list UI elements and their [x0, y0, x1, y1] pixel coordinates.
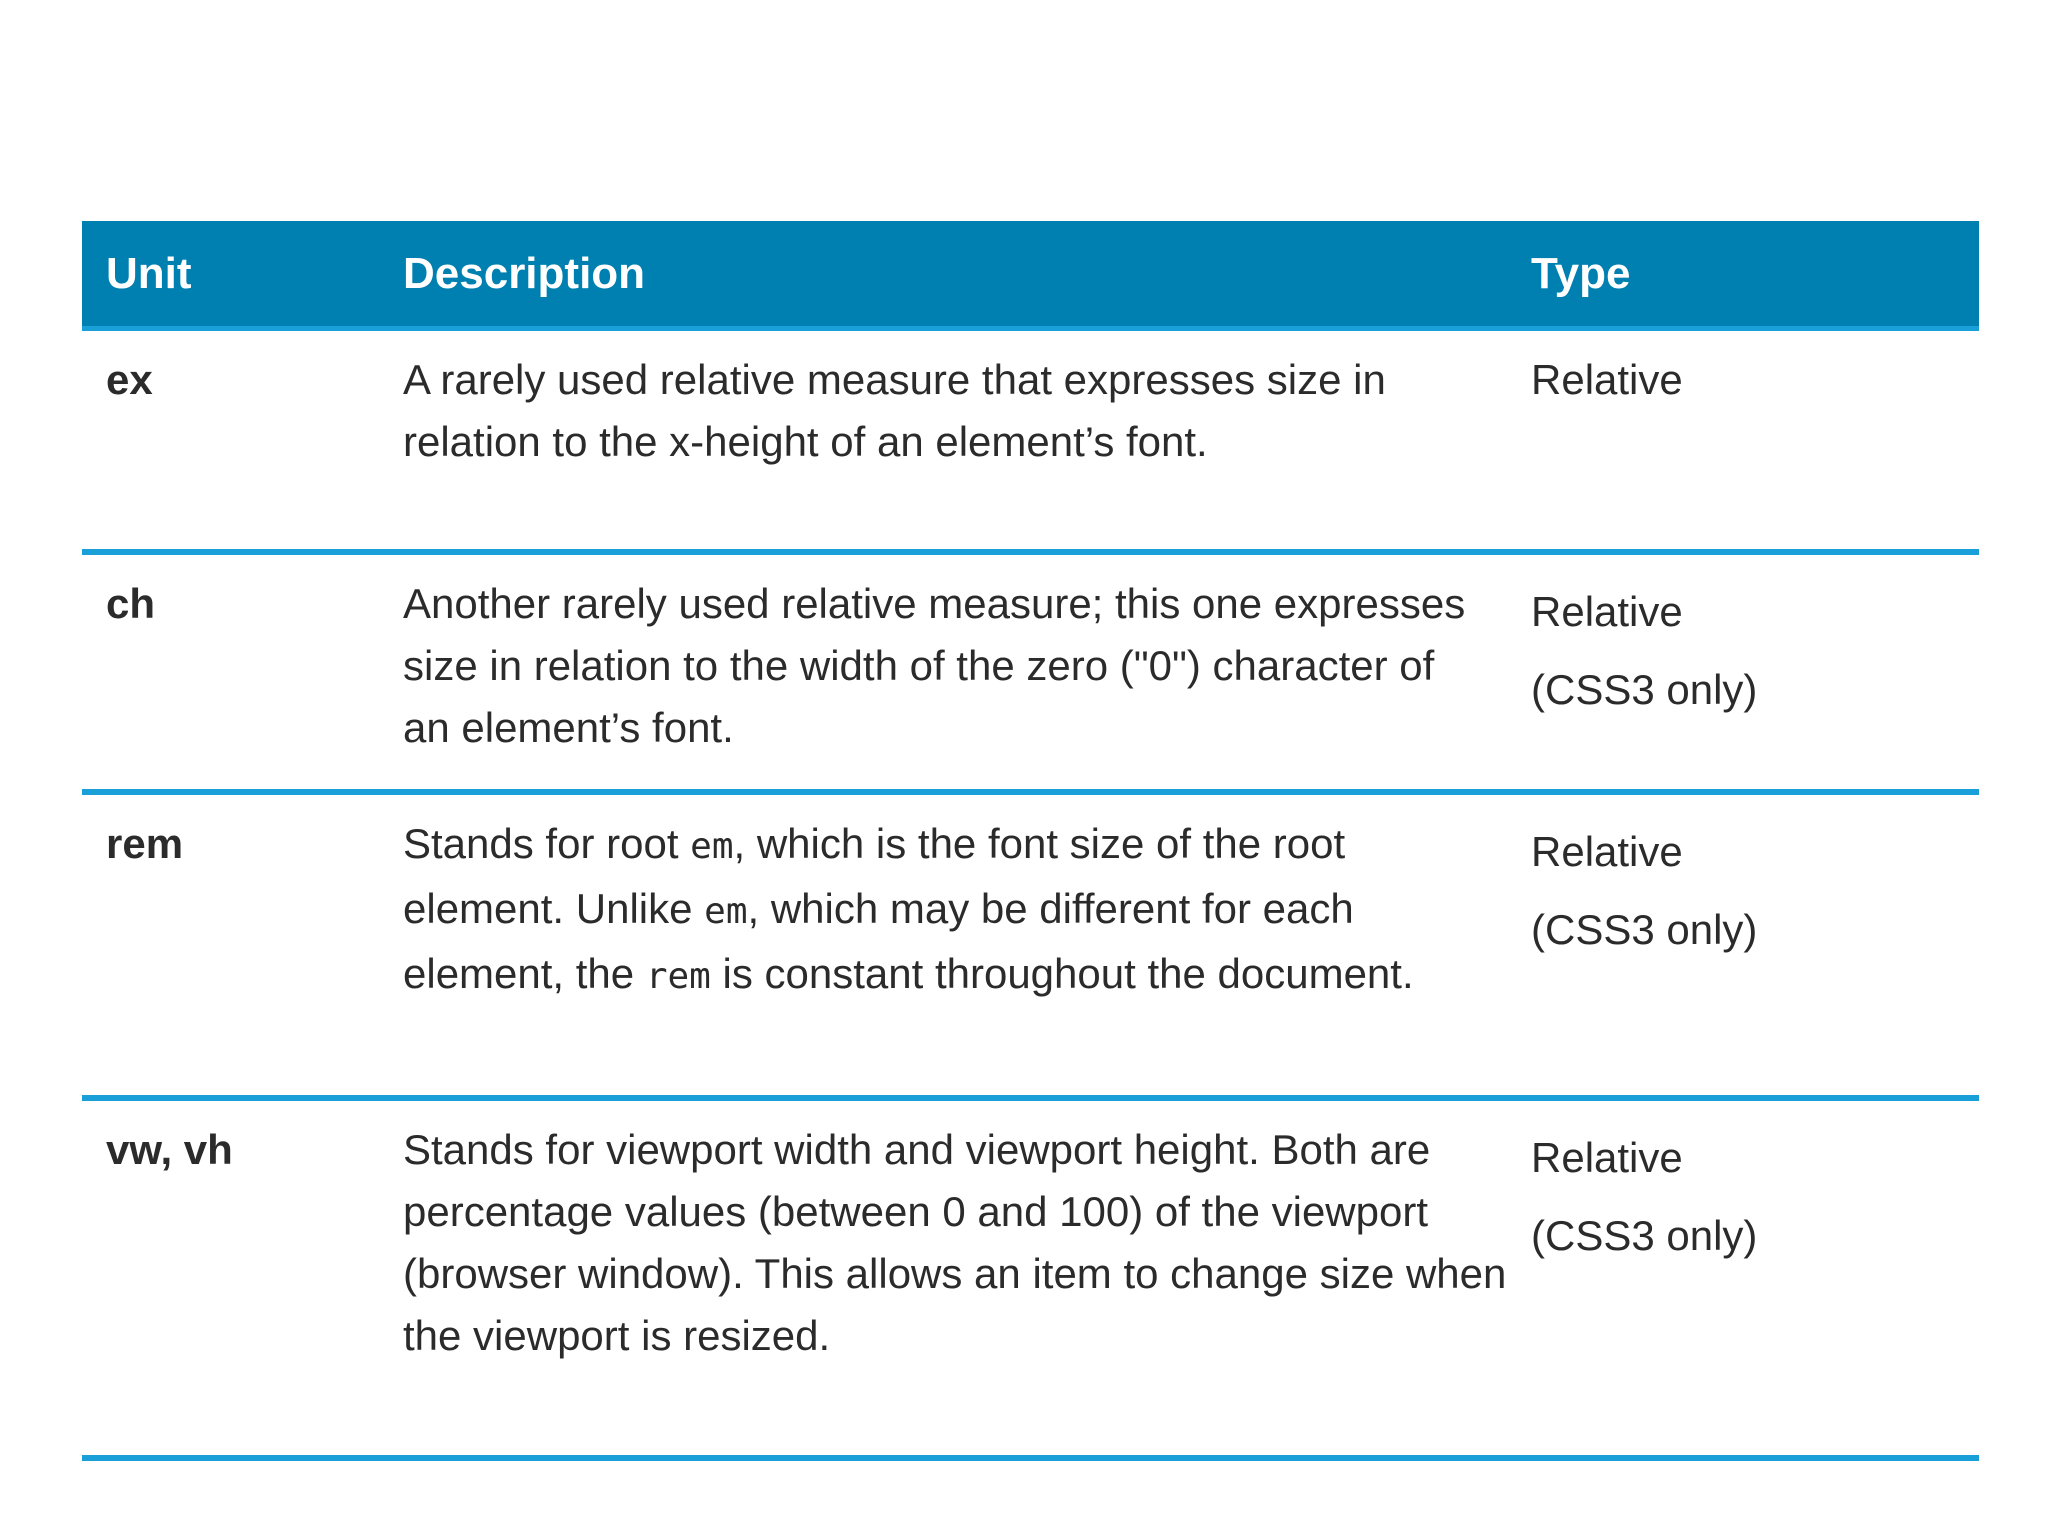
type-label: Relative [1531, 828, 1683, 875]
description-text: , which may be different for each element, the [403, 885, 1354, 997]
table-row [82, 795, 1979, 1101]
table-header [82, 221, 1979, 331]
unit-cell: vw, vh [106, 1126, 233, 1173]
units-table [82, 221, 1979, 1461]
type-label: Relative [1531, 588, 1683, 635]
type-label: Relative [1531, 1134, 1683, 1181]
type-label: Relative [1531, 356, 1683, 403]
type-note: (CSS3 only) [1531, 1212, 1758, 1259]
type-note: (CSS3 only) [1531, 666, 1758, 713]
code-rem: rem [645, 956, 711, 997]
unit-cell: ch [106, 580, 156, 627]
header-type: Type [1531, 248, 1631, 298]
description-text: Stands for root [403, 820, 691, 867]
description-text: is constant throughout the document. [710, 950, 1414, 997]
header-description: Description [403, 248, 646, 298]
unit-cell: rem [106, 820, 184, 867]
unit-cell: ex [106, 356, 153, 403]
header-unit: Unit [106, 248, 192, 298]
table-row [82, 1101, 1979, 1461]
description-cell: Another rarely used relative measure; this one expresses size in relation to the width of the zero ("0") character of an element’s font. [403, 580, 1466, 751]
description-text: , which is the font size of the root element. Unlike [403, 820, 1346, 932]
description-cell: Stands for viewport width and viewport height. Both are percentage values (between 0 and 100) of the viewport (browser window). This allows an item to change size when the viewport is resized. [403, 1126, 1507, 1359]
type-cell [1531, 813, 1979, 969]
code-em: em [690, 826, 734, 867]
table-row [82, 555, 1979, 795]
type-cell [1531, 573, 1979, 729]
type-cell [1531, 1119, 1979, 1275]
type-note: (CSS3 only) [1531, 906, 1758, 953]
description-cell [403, 813, 1531, 1008]
table-row [82, 331, 1979, 555]
type-cell [1531, 349, 1979, 411]
code-em: em [704, 891, 748, 932]
description-cell: A rarely used relative measure that expresses size in relation to the x-height of an element’s font. [403, 356, 1386, 465]
